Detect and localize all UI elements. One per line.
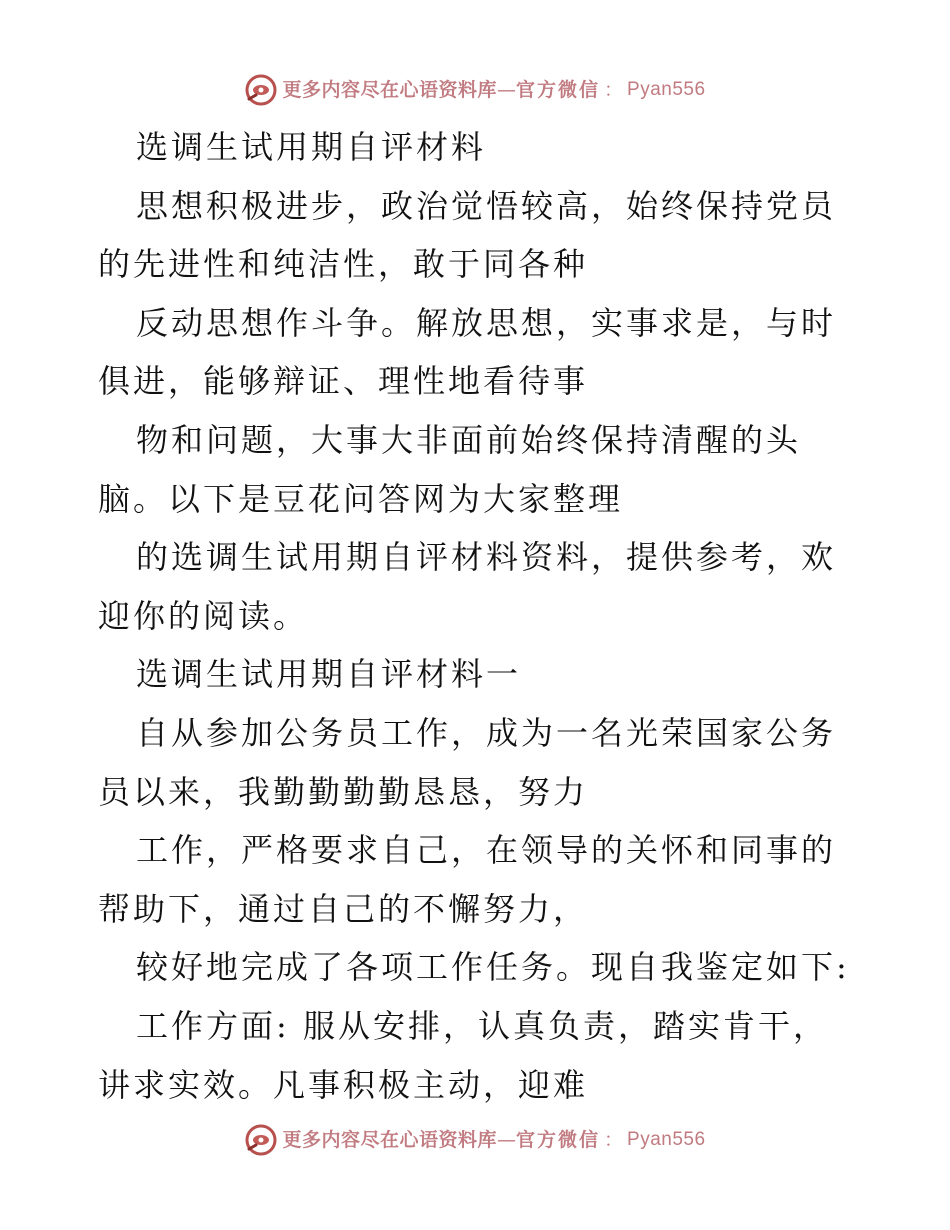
section-heading: 选调生试用期自评材料一 [136, 655, 522, 694]
red-eye-seal-logo-icon [244, 73, 278, 107]
paragraph: 自从参加公务员工作，成为一名光荣国家公务员以来，我勤勤勤勤恳恳，努力 [98, 713, 837, 811]
footer-watermark [0, 1120, 950, 1160]
watermark-dash: — [496, 79, 516, 101]
paragraph: 反动思想作斗争。解放思想，实事求是，与时俱进，能够辩证、理性地看待事 [98, 303, 837, 401]
red-eye-seal-logo-icon [244, 1123, 278, 1157]
paragraph: 较好地完成了各项工作任务。现自我鉴定如下: [136, 948, 850, 987]
header-watermark [0, 70, 950, 110]
paragraph: 工作，严格要求自己，在领导的关怀和同事的帮助下，通过自己的不懈努力， [98, 831, 837, 928]
paragraph: 思想积极进步，政治觉悟较高，始终保持党员的先进性和纯洁性，敢于同各种 [98, 186, 837, 284]
watermark-main-text: 更多内容尽在心语资料库 [282, 1129, 497, 1151]
watermark-dash: — [496, 1129, 516, 1151]
watermark-wechat-id: Pyan556 [627, 1129, 706, 1150]
watermark-separator: ： [604, 1129, 624, 1151]
watermark-sub-text: 官方微信 [515, 1129, 600, 1151]
document-title: 选调生试用期自评材料 [136, 128, 487, 166]
paragraph: 物和问题，大事大非面前始终保持清醒的头脑。以下是豆花问答网为大家整理 [98, 420, 802, 518]
paragraph: 的选调生试用期自评材料资料，提供参考，欢迎你的阅读。 [98, 538, 837, 635]
document-body [98, 118, 853, 1114]
watermark-main-text: 更多内容尽在心语资料库 [282, 79, 497, 101]
watermark-separator: ： [604, 79, 624, 101]
watermark-wechat-id: Pyan556 [627, 79, 706, 100]
watermark-sub-text: 官方微信 [515, 79, 600, 101]
paragraph: 工作方面: 服从安排，认真负责，踏实肯干，讲求实效。凡事积极主动，迎难 [98, 1006, 828, 1104]
